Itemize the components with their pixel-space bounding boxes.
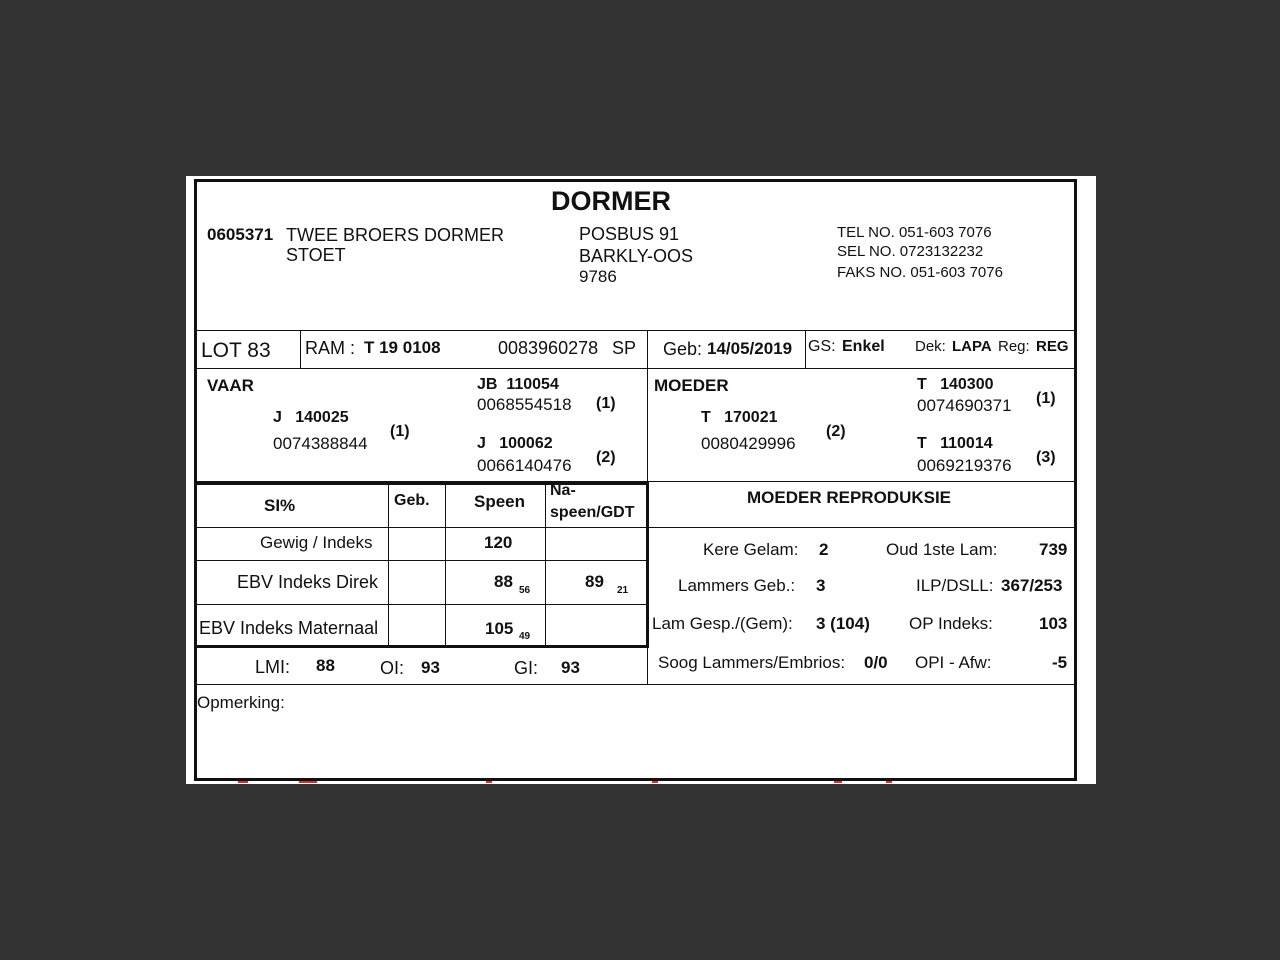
- crop-mark: [886, 781, 892, 783]
- sire-sire-mark: (1): [596, 395, 616, 412]
- naspeen-value: 89: [585, 572, 604, 591]
- rule: [196, 527, 647, 528]
- rule: [196, 684, 1075, 685]
- kere-value: 2: [819, 540, 829, 559]
- rule: [647, 481, 648, 684]
- crop-mark: [238, 781, 248, 783]
- naspeen-header-2: speen/GDT: [550, 504, 635, 521]
- speen-value: 105: [485, 619, 514, 638]
- breeder-name: TWEE BROERS DORMER: [286, 225, 505, 245]
- row-label: EBV Indeks Maternaal: [199, 618, 379, 638]
- speen-value: 88: [494, 572, 513, 591]
- crop-mark: [299, 781, 317, 783]
- row-label: EBV Indeks Direk: [237, 572, 379, 592]
- rule: [196, 368, 1075, 369]
- speen-value: 120: [484, 533, 513, 552]
- row-label: Gewig / Indeks: [260, 533, 373, 552]
- gesp-value: 3 (104): [816, 614, 870, 633]
- geb-date: 14/05/2019: [707, 339, 793, 358]
- moeder-label: MOEDER: [654, 376, 729, 395]
- opi-label: OPI - Afw:: [915, 653, 992, 672]
- gesp-label: Lam Gesp./(Gem):: [652, 614, 793, 633]
- sale-card: [186, 176, 1096, 784]
- gs-value: Enkel: [842, 338, 885, 355]
- sire-dam-id: J 100062: [477, 435, 553, 452]
- lmi-label: LMI:: [255, 657, 291, 677]
- crop-mark: [652, 781, 658, 783]
- sire-id: J 140025: [273, 409, 349, 426]
- ilp-value: 367/253: [1001, 576, 1063, 595]
- tel-number: TEL NO. 051-603 7076: [837, 224, 992, 241]
- lot-number: LOT 83: [201, 339, 271, 362]
- rule: [445, 482, 446, 647]
- vaar-label: VAAR: [207, 376, 254, 395]
- dam-dam-no: 0069219376: [917, 456, 1012, 475]
- geb-header: Geb.: [394, 492, 430, 509]
- border-left: [194, 179, 197, 781]
- dek-label: Dek:: [915, 338, 946, 355]
- sire-mark: (1): [390, 423, 410, 440]
- card-title: DORMER: [551, 186, 671, 216]
- si-table-border: [196, 645, 649, 648]
- dam-sire-no: 0074690371: [917, 396, 1012, 415]
- ilp-label: ILP/DSLL:: [916, 576, 994, 595]
- dam-dam-mark: (3): [1036, 449, 1056, 466]
- gs-label: GS:: [808, 338, 836, 355]
- border-bottom: [194, 778, 1077, 781]
- rule: [196, 330, 1075, 331]
- dek-value: LAPA: [952, 338, 992, 355]
- rule: [196, 560, 647, 561]
- dam-reg-no: 0080429996: [701, 434, 796, 453]
- opmerking-label: Opmerking:: [197, 693, 285, 712]
- sire-dam-mark: (2): [596, 449, 616, 466]
- rule: [647, 330, 648, 481]
- ram-id: T 19 0108: [364, 338, 441, 357]
- reproduksie-title: MOEDER REPRODUKSIE: [747, 488, 952, 507]
- rule: [300, 330, 301, 368]
- soog-value: 0/0: [864, 653, 888, 672]
- geb-label: Geb:: [663, 339, 703, 359]
- speen-header: Speen: [474, 492, 526, 511]
- soog-label: Soog Lammers/Embrios:: [658, 653, 846, 672]
- naspeen-header: Na-: [550, 482, 576, 499]
- rule: [647, 527, 1075, 528]
- gi-value: 93: [561, 658, 580, 677]
- reg-value: REG: [1036, 338, 1069, 355]
- rule: [388, 482, 389, 647]
- si-header: SI%: [264, 496, 296, 515]
- rule: [545, 482, 546, 647]
- rule: [805, 330, 806, 368]
- faks-number: FAKS NO. 051-603 7076: [837, 264, 1003, 281]
- op-label: OP Indeks:: [909, 614, 993, 633]
- border-right: [1074, 179, 1077, 781]
- dam-sire-mark: (1): [1036, 390, 1056, 407]
- ram-reg-no: 0083960278: [498, 338, 599, 358]
- address-line-2: BARKLY-OOS: [579, 246, 694, 266]
- oi-value: 93: [421, 658, 440, 677]
- lammers-label: Lammers Geb.:: [678, 576, 796, 595]
- oud-value: 739: [1039, 540, 1068, 559]
- ram-sp: SP: [612, 338, 637, 358]
- op-value: 103: [1039, 614, 1068, 633]
- si-table-border: [196, 482, 649, 485]
- crop-mark: [834, 781, 842, 783]
- opi-value: -5: [1052, 653, 1068, 672]
- breeder-code: 0605371: [207, 225, 274, 244]
- border-top: [194, 179, 1077, 182]
- sel-number: SEL NO. 0723132232: [837, 243, 984, 260]
- oud-label: Oud 1ste Lam:: [886, 540, 998, 559]
- rule: [196, 604, 647, 605]
- sire-sire-id: JB 110054: [477, 376, 559, 393]
- gi-label: GI:: [514, 658, 539, 678]
- dam-id: T 170021: [701, 409, 778, 426]
- naspeen-accuracy: 21: [617, 585, 629, 596]
- card-content: [186, 176, 1096, 784]
- crop-mark: [486, 781, 492, 783]
- address-line-1: POSBUS 91: [579, 224, 680, 244]
- kere-label: Kere Gelam:: [703, 540, 799, 559]
- dam-dam-id: T 110014: [917, 435, 993, 452]
- sire-reg-no: 0074388844: [273, 434, 368, 453]
- ram-label: RAM :: [305, 338, 356, 358]
- dam-mark: (2): [826, 423, 846, 440]
- breeder-name-2: STOET: [286, 245, 346, 265]
- lmi-value: 88: [316, 656, 335, 675]
- speen-accuracy: 56: [519, 585, 531, 596]
- address-line-3: 9786: [579, 267, 617, 286]
- reg-label: Reg:: [998, 338, 1030, 355]
- oi-label: OI:: [380, 658, 405, 678]
- sire-dam-no: 0066140476: [477, 456, 572, 475]
- sire-sire-no: 0068554518: [477, 395, 572, 414]
- lammers-value: 3: [816, 576, 826, 595]
- speen-accuracy: 49: [519, 631, 531, 642]
- dam-sire-id: T 140300: [917, 376, 994, 393]
